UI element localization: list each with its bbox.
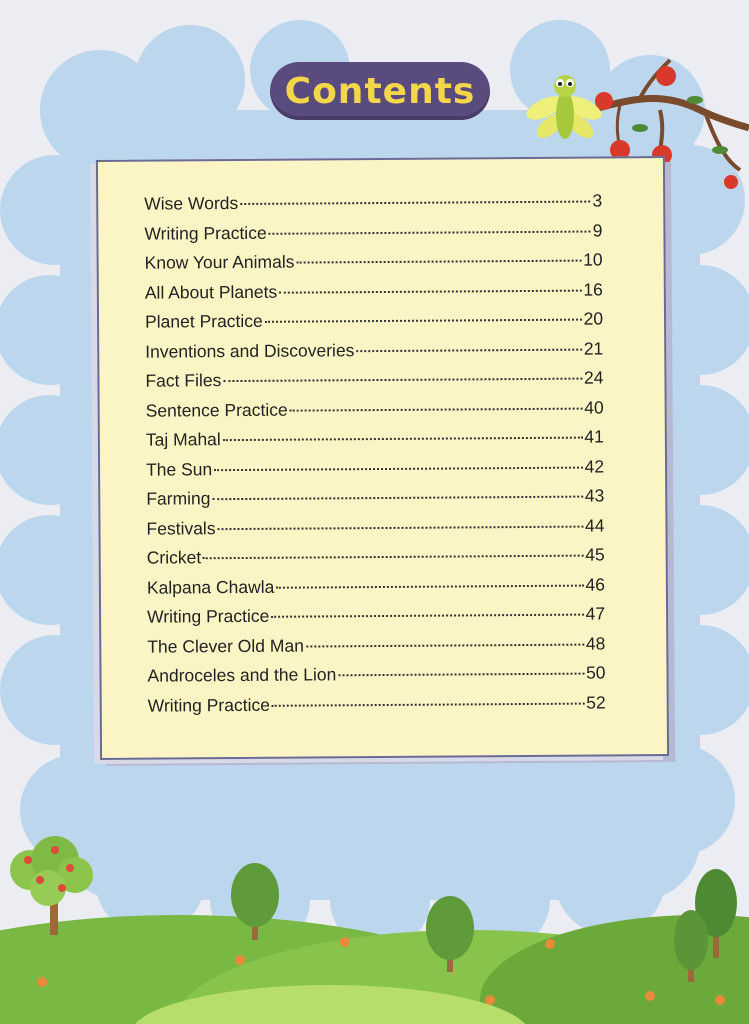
table-of-contents-panel <box>96 156 669 760</box>
toc-entry-page-number: 10 <box>583 249 603 270</box>
toc-entry-page-number: 3 <box>592 190 603 211</box>
page-title: Contents <box>284 70 476 112</box>
toc-entry <box>145 338 603 371</box>
toc-dot-leader <box>218 525 583 530</box>
toc-dot-leader <box>276 584 583 588</box>
toc-entry <box>146 485 604 518</box>
toc-entry <box>147 544 605 577</box>
toc-entry-page-number: 47 <box>585 603 606 624</box>
toc-dot-leader <box>279 289 581 293</box>
toc-entry <box>146 515 604 548</box>
toc-entry-title: The Sun <box>146 458 213 480</box>
toc-entry-title: Inventions and Discoveries <box>145 339 355 362</box>
toc-entry-title: Wise Words <box>144 193 239 214</box>
toc-entry-page-number: 24 <box>583 367 604 388</box>
toc-dot-leader <box>271 614 583 618</box>
toc-entry <box>145 308 603 341</box>
toc-dot-leader <box>240 201 590 205</box>
toc-dot-leader <box>223 378 582 383</box>
toc-entry-title: Sentence Practice <box>145 399 288 421</box>
toc-entry <box>146 456 604 489</box>
toc-entry <box>144 190 602 223</box>
toc-dot-leader <box>223 437 583 442</box>
toc-dot-leader <box>306 643 584 647</box>
toc-dot-leader <box>203 555 583 560</box>
toc-entry <box>147 662 605 695</box>
toc-entry-title: Know Your Animals <box>144 251 295 273</box>
toc-entry-page-number: 20 <box>583 308 604 329</box>
toc-dot-leader <box>296 260 581 264</box>
toc-entry <box>147 603 605 636</box>
toc-entry-page-number: 52 <box>586 691 606 713</box>
toc-dot-leader <box>214 466 582 471</box>
toc-entry <box>145 249 603 282</box>
toc-entry-page-number: 43 <box>584 485 605 506</box>
toc-entry-page-number: 21 <box>583 337 604 359</box>
toc-entry-page-number: 40 <box>584 396 604 418</box>
toc-entry <box>147 633 605 666</box>
toc-entry-title: Androceles and the Lion <box>147 664 337 686</box>
toc-entry-title: Festivals <box>146 517 216 539</box>
toc-entry <box>147 574 605 607</box>
toc-dot-leader <box>338 673 584 677</box>
toc-list <box>144 190 606 724</box>
toc-entry <box>146 426 604 459</box>
toc-dot-leader <box>356 348 581 352</box>
toc-entry-title: Planet Practice <box>144 310 263 332</box>
toc-entry-page-number: 48 <box>585 632 606 654</box>
toc-dot-leader <box>290 407 583 411</box>
toc-entry-title: Writing Practice <box>147 605 270 627</box>
toc-entry-page-number: 42 <box>584 455 605 477</box>
toc-entry-title: All About Planets <box>144 281 278 303</box>
toc-entry-page-number: 46 <box>585 573 605 595</box>
toc-entry-title: Taj Mahal <box>145 429 221 450</box>
toc-entry-title: Writing Practice <box>144 222 267 244</box>
toc-entry <box>148 692 606 725</box>
contents-title-pill <box>270 62 490 120</box>
toc-entry-title: Writing Practice <box>147 694 271 716</box>
toc-entry-page-number: 44 <box>584 514 605 536</box>
toc-entry-page-number: 9 <box>592 219 603 241</box>
toc-dot-leader <box>212 496 582 501</box>
toc-entry-page-number: 50 <box>585 662 606 683</box>
toc-entry-title: Fact Files <box>145 370 222 391</box>
toc-entry-page-number: 45 <box>585 544 605 565</box>
toc-entry-title: The Clever Old Man <box>147 635 304 657</box>
toc-dot-leader <box>272 702 584 706</box>
toc-entry <box>144 220 602 253</box>
toc-entry-page-number: 41 <box>584 426 604 447</box>
toc-entry <box>146 397 604 430</box>
toc-dot-leader <box>265 319 582 323</box>
toc-dot-leader <box>269 230 591 234</box>
toc-entry-page-number: 16 <box>583 278 603 300</box>
toc-entry-title: Farming <box>146 488 211 509</box>
toc-entry <box>145 367 603 400</box>
toc-entry-title: Kalpana Chawla <box>146 576 275 598</box>
toc-entry <box>145 279 603 312</box>
toc-entry-title: Cricket <box>146 547 202 568</box>
